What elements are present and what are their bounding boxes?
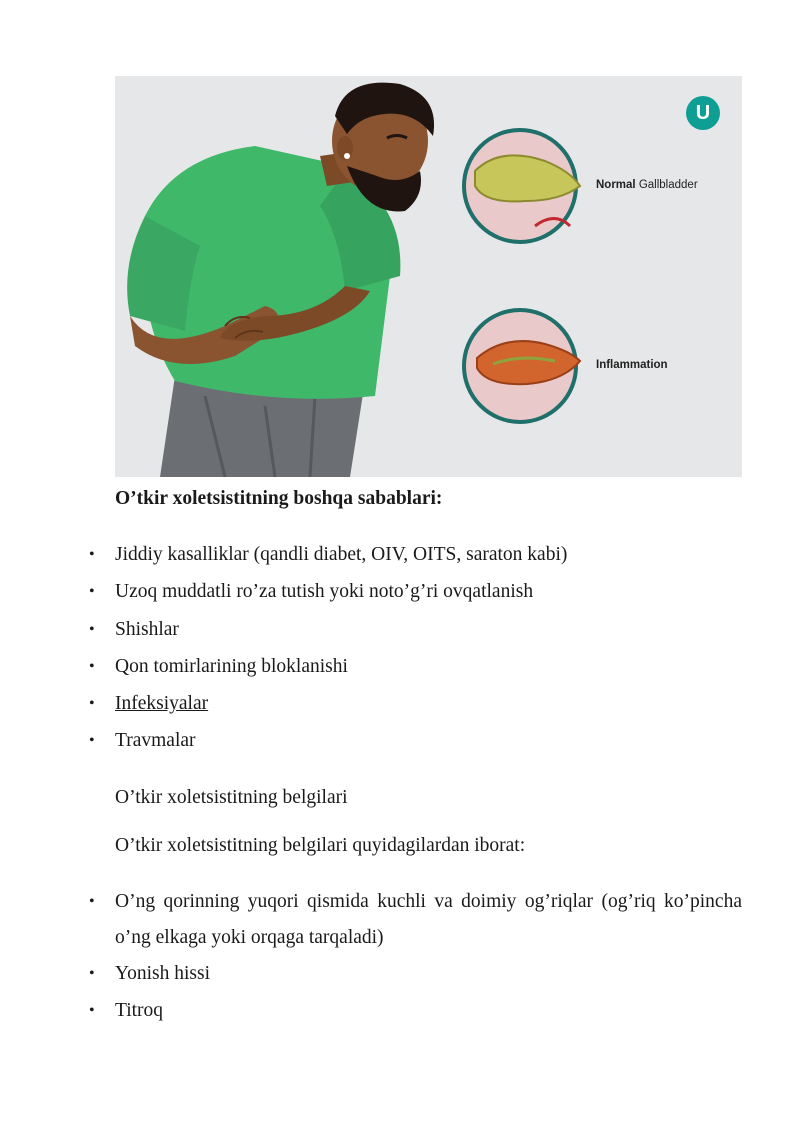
symptom-item: • Titroq [115,1000,163,1022]
cause-item: • Shishlar [115,619,179,641]
infections-link[interactable]: Infeksiyalar [115,693,209,714]
normal-gallbladder-label [596,179,698,191]
cause-item: • Uzoq muddatli ro’za tutish yoki noto’g’ri ovqatlanish [115,581,533,603]
causes-heading: O’tkir xoletsistitning boshqa sabablari: [115,488,443,509]
normal-label-bold: Normal [596,179,636,191]
inflammation-label: Inflammation [596,359,668,371]
cause-item: • Jiddiy kasalliklar (qandli diabet, OIV, OITS, saraton kabi) [115,544,567,566]
symptom-item: • Yonish hissi [115,963,210,985]
symptoms-intro: O’tkir xoletsistitning belgilari quyidagilardan iborat: [115,835,526,856]
illustration-graphic [115,76,742,477]
symptoms-title: O’tkir xoletsistitning belgilari [115,787,348,808]
cause-item: • Travmalar [115,730,196,752]
symptom-item: • O’ng qorinning yuqori qismida kuchli va doimiy og’riqlar (og’riq ko’pincha o’ng elkaga yoki orqaga tarqaladi) [115,884,742,956]
normal-label-rest: Gallbladder [638,179,698,191]
gallbladder-illustration [115,76,742,477]
brand-logo: U [686,96,720,130]
cause-item-link[interactable] [115,693,208,715]
cause-item: • Qon tomirlarining bloklanishi [115,656,348,678]
